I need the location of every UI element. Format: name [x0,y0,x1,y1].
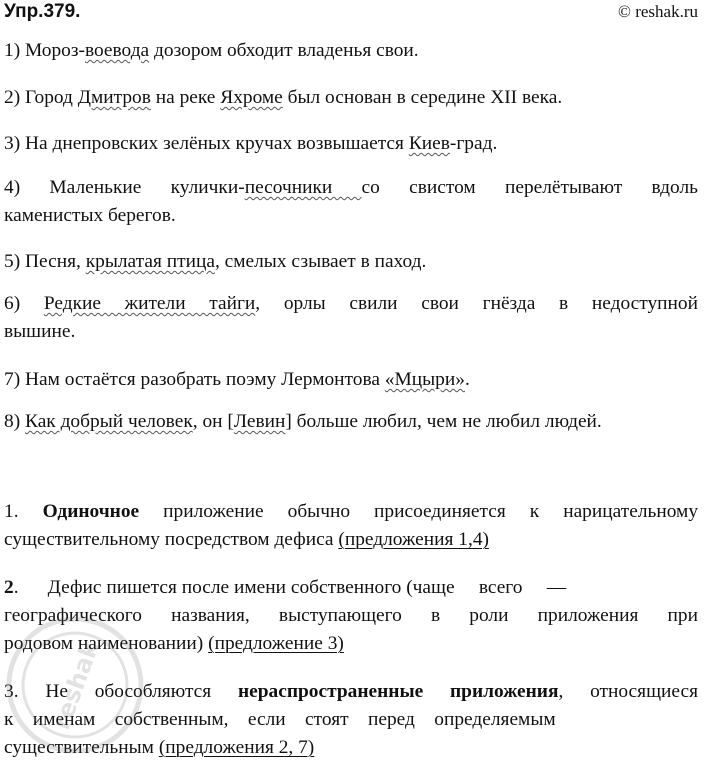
sentence-text: -град. [449,133,498,154]
sentence-4-line-1 [4,174,698,201]
rule-text: существительному посредством дефиса [4,529,339,550]
svg-text:reshak: reshak [47,637,105,734]
sentence-5 [4,248,698,275]
sentence-text: 7) Нам остаётся разобрать поэму Лермонтова [4,369,385,390]
sentence-text: , смелых сзывает в паход. [214,251,427,272]
sentence-text: 3) На днепровских зелёных кручах возвышается [4,133,409,154]
rule-3-line-2: к именам собственным, если стоят перед определяемым [4,709,556,730]
appositive-marked: Киев [408,133,450,154]
rule-number: 3. [4,681,46,702]
rule-number: 1. [4,501,43,522]
appositive-marked: воевода [84,40,150,61]
rule-text: , относящиеся [558,681,699,702]
appositive-marked: Редкие жители тайги [43,293,256,314]
rule-1-line-2 [4,526,698,553]
rule-keyword: Одиночное [42,501,140,522]
rule-2-line-3 [4,630,698,657]
sentence-7 [4,366,698,393]
sentence-text: 5) Песня, [4,251,86,272]
appositive-marked: Левин [233,411,286,432]
header [4,0,700,26]
rule-3-line-1 [4,678,698,705]
sentence-text: дозором обходит владенья свои. [149,40,419,61]
sentence-text: 6) [4,293,44,314]
rule-text: существительным [4,737,159,758]
copyright-label: © reshak.ru [618,2,698,21]
sentence-text: , он [ [192,411,234,432]
sentence-3 [4,130,698,157]
rule-reference: (предложения 2, 7) [158,737,315,758]
sentence-text: был основан в середине XII века. [282,87,563,108]
appositive-marked: Дмитров [77,87,151,108]
rule-text: Не обособляются [45,681,238,702]
sentence-1 [4,37,698,64]
sentence-text: на реке [150,87,221,108]
rule-2-line-2: географического названия, выступающего в роли приложения при [4,605,698,626]
sentence-text: ] больше любил, чем не любил людей. [285,411,602,432]
appositive-marked: Как добрый человек [25,411,193,432]
sentence-2 [4,84,698,111]
sentence-text: . [464,369,470,390]
sentence-text: 4) Маленькие кулички- [4,177,245,198]
rule-2-line-1 [4,574,698,601]
appositive-marked: «Мцыри» [384,369,465,390]
rule-number: 2 [4,577,14,598]
rule-text: приложение обычно присоединяется к нарицательному [139,501,699,522]
sentence-6-line-1 [4,290,698,317]
appositive-marked: Яхроме [220,87,283,108]
rule-text: родовом наименовании) [4,633,209,654]
rule-text: . Дефис пишется после имени собственного (чаще всего — [13,577,567,598]
sentence-text: 1) Мороз- [4,40,85,61]
appositive-marked: песочники [244,177,362,198]
rule-reference: (предложения 1,4) [338,529,489,550]
rule-3-line-3 [4,734,698,761]
appositive-marked: крылатая птица [85,251,215,272]
rule-1-line-1 [4,498,698,525]
sentence-6-line-2: вышине. [4,321,76,342]
sentence-4-line-2: каменистых берегов. [4,205,176,226]
rule-reference: (предложение 3) [208,633,344,654]
sentence-text: 2) Город [4,87,78,108]
sentence-text: 8) [4,411,26,432]
sentence-text: , орлы свили свои гнёзда в недоступной [255,293,698,314]
sentence-text: со свистом перелётывают вдоль [361,177,699,198]
rule-keyword: нераспространенные приложения [237,681,559,702]
exercise-title: Упр.379. [4,1,81,22]
sentence-8 [4,408,698,435]
